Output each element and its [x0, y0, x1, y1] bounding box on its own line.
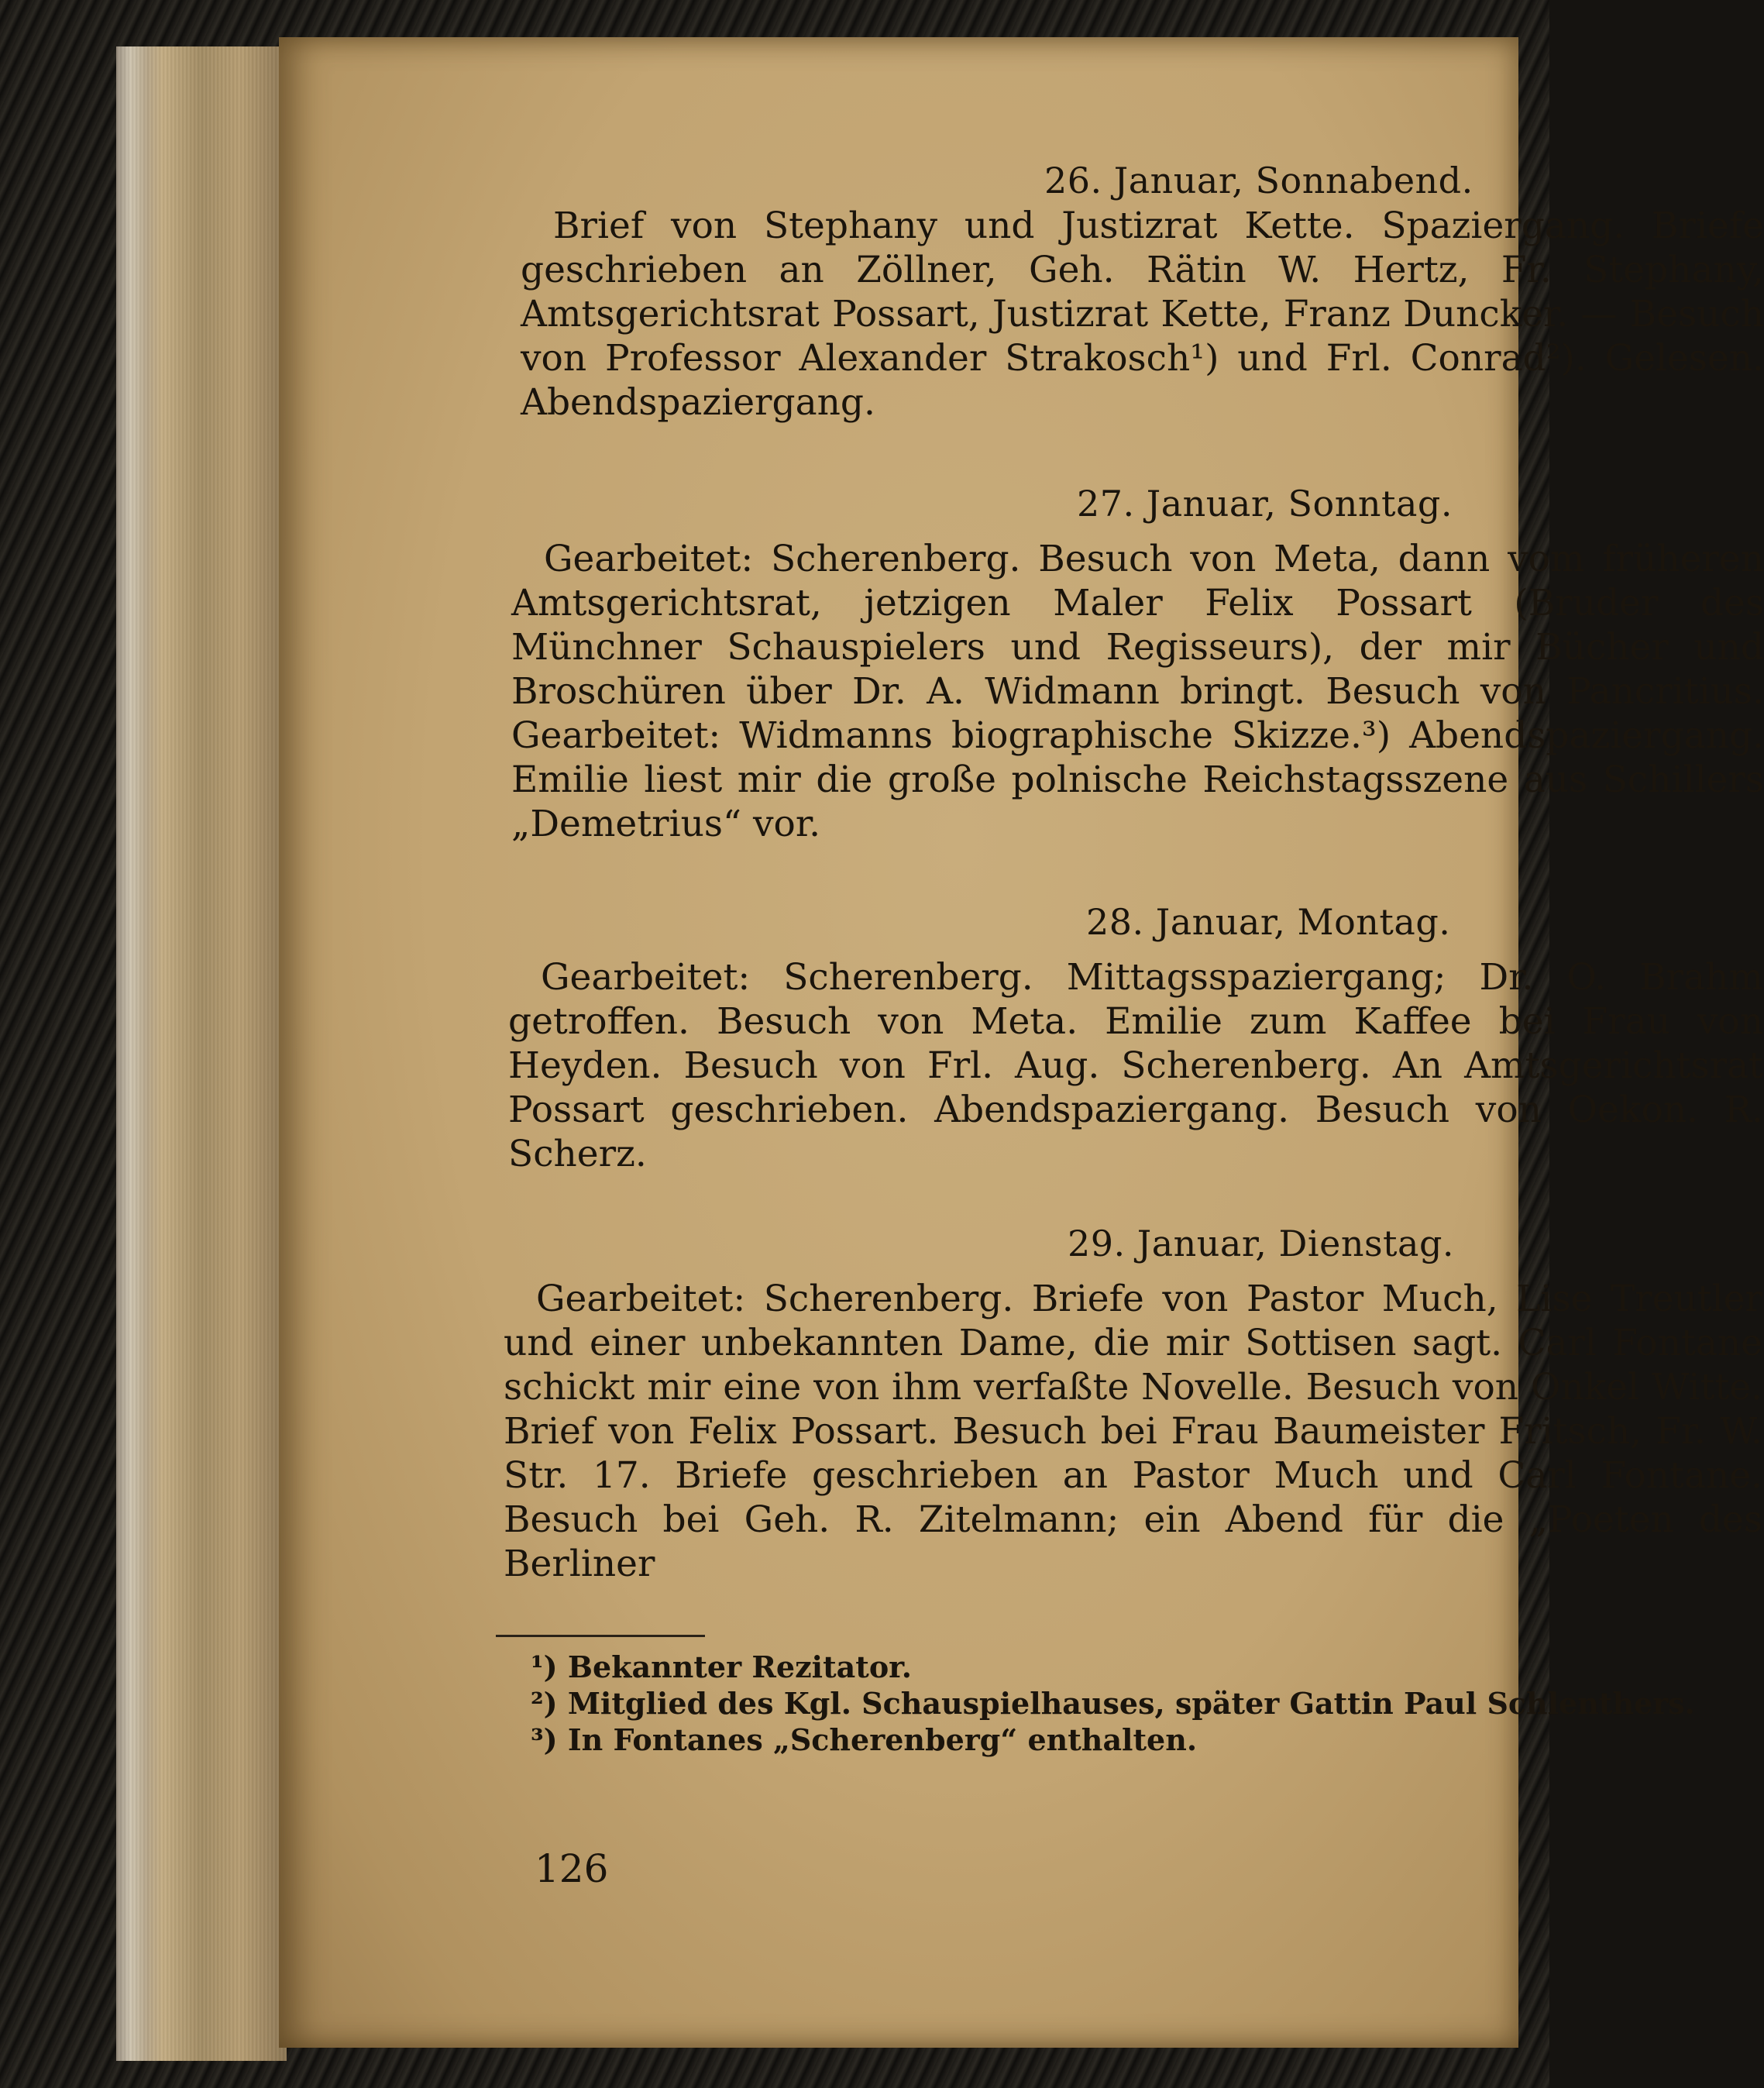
footnote: ²) Mitglied des Kgl. Schauspielhauses, später Gattin Paul Schlenthers.: [531, 1686, 1695, 1721]
book-page-edges: [116, 46, 287, 2061]
entry-text: Gearbeitet: Scherenberg. Besuch von Meta, dann vom früheren Amtsgerichtsrat, jetzigen Maler Felix Possart (Bruder des Münchner Schauspielers und Regisseurs), der mir Bücher und Broschüren über Dr. A. Widmann bringt. Besuch von Pancritius. Gearbeitet: Widmanns biographische Skizze.³) Abendspaziergang. Emilie liest mir die große polnische Reichstagsszene aus Schillers „Demetrius“ vor.: [511, 538, 1764, 845]
page-number: 126: [535, 1846, 609, 1891]
entry-date: 29. Januar, Dienstag.: [1068, 1223, 1455, 1264]
book-page: [279, 37, 1764, 2048]
entry-date: 27. Januar, Sonntag.: [1077, 483, 1453, 525]
entry-text: Brief von Stephany und Justizrat Kette. Spaziergang. Briefe geschrieben an Zöllner, Geh. Rätin W. Hertz, Fr. Stephany, Amtsgerichtsrat Possart, Justizrat Kette, Franz Duncker. — Besuch von Professor Alexander Strakosch¹) und Frl. Conrad²). Gelesen. Abendspaziergang.: [521, 205, 1764, 424]
entry-text: Gearbeitet: Scherenberg. Briefe von Pastor Much, Lise Treutler und einer unbekannten Dame, die mir Sottisen sagt. Carl Fontane schickt mir eine von ihm verfaßte Novelle. Besuch von Onkel Witte. Brief von Felix Possart. Besuch bei Frau Baumeister Fritsch, Fr. W. Str. 17. Briefe geschrieben an Pastor Much und Carl Fontane. Besuch bei Geh. R. Zitelmann; ein Abend für die „Poeten des Berliner: [504, 1278, 1762, 1585]
footnote: ¹) Bekannter Rezitator.: [531, 1649, 912, 1684]
entry-date: 28. Januar, Montag.: [1086, 901, 1451, 943]
entry-text: Gearbeitet: Scherenberg. Mittagsspaziergang; Dr. O. Brahm getroffen. Besuch von Meta. Emilie zum Kaffee bei Frau von Heyden. Besuch von Frl. Aug. Scherenberg. An Amtsgerichtsrat Possart geschrieben. Abendspaziergang. Besuch von Oekon. R. Scherz.: [508, 956, 1763, 1175]
footnote: ³) In Fontanes „Scherenberg“ enthalten.: [531, 1722, 1198, 1757]
footnotes: [496, 1649, 1749, 1758]
footnote-separator: [496, 1635, 705, 1637]
entry-date: 26. Januar, Sonnabend.: [1044, 160, 1473, 201]
